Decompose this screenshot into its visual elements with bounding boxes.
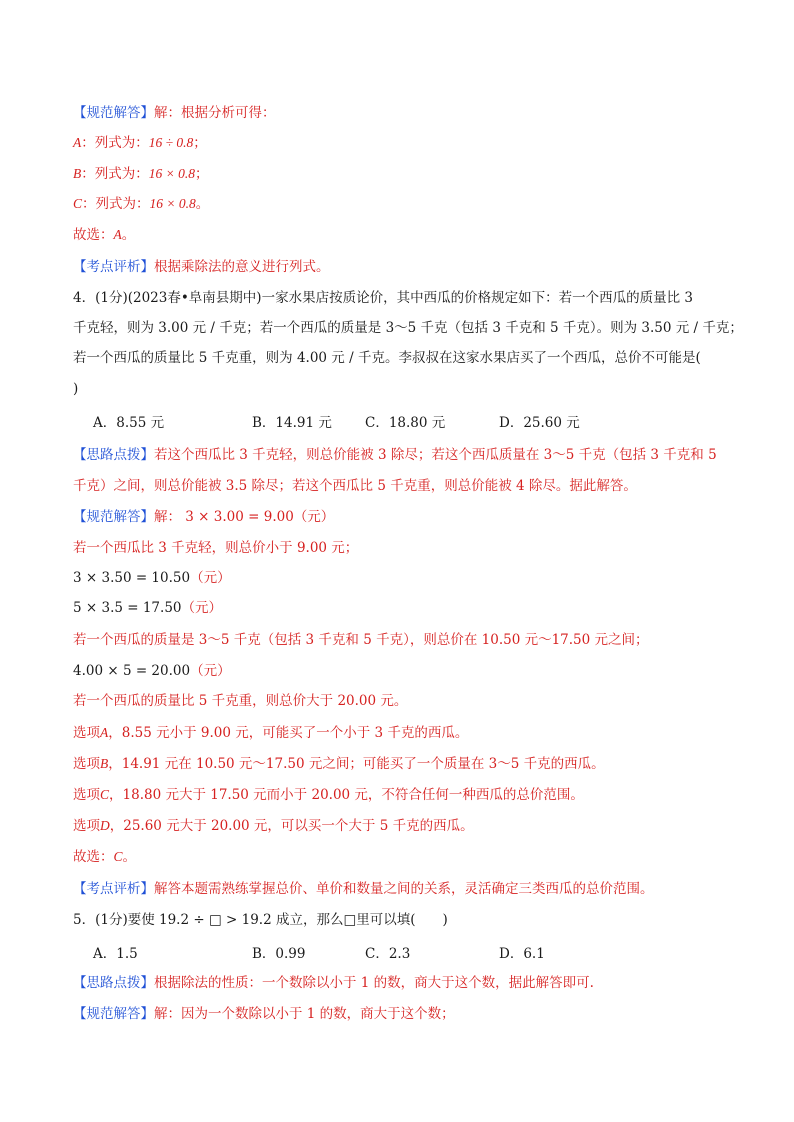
text-line [73, 103, 276, 123]
text-line [73, 1004, 455, 1024]
text-line [73, 973, 594, 993]
text-line [73, 348, 701, 368]
text-run: 【思路点拨】 [73, 975, 154, 991]
text-line [73, 691, 407, 711]
text-line [73, 538, 358, 558]
text-run: 若一个西瓜的质量是 3～5 千克（包括 3 千克和 5 千克），则总价在 10.50 元～17.50 元之间； [73, 632, 649, 648]
text-run: 故选： [73, 227, 114, 243]
text-run: 解答本题需熟练掌握总价、单价和数量之间的关系，灵活确定三类西瓜的总价范围。 [154, 881, 654, 897]
text-run: 选项 [73, 725, 100, 741]
text-run: 根据乘除法的意义进行列式。 [154, 259, 330, 275]
text-run: 【考点评析】 [73, 259, 154, 275]
text-run: 。 [122, 849, 137, 865]
text-line [73, 225, 135, 245]
q5-option-c: C．2.3 [365, 946, 411, 962]
text-run: ，8.55 元小于 9.00 元，可能买了一个小于 3 千克的西瓜。 [108, 725, 469, 741]
text-run: ：列式为： [81, 135, 149, 151]
text-line [73, 257, 330, 277]
text-run: ，25.60 元大于 20.00 元，可以买一个大于 5 千克的西瓜。 [109, 818, 474, 834]
text-run: 5 × 3.5 = 17.50 [73, 600, 182, 616]
text-run: 解： 3 × 3.00 = 9.00（元） [154, 509, 335, 525]
text-line [73, 507, 334, 527]
text-run: ； [195, 166, 209, 182]
text-line [73, 318, 743, 338]
text-run: A [73, 135, 82, 150]
q4-option-c: C．18.80 元 [365, 415, 446, 431]
text-line [73, 476, 637, 496]
text-run: 解：根据分析可得： [154, 105, 276, 121]
text-line [73, 445, 717, 465]
text-run: C [113, 849, 123, 864]
text-run: 16 × 0.8 [148, 166, 195, 181]
text-run: A [100, 725, 109, 740]
text-run: 若一个西瓜的质量比 5 千克重，则总价大于 20.00 元。 [73, 693, 408, 709]
text-run: B [73, 166, 82, 181]
text-run: B [100, 756, 109, 771]
text-run: 故选： [73, 849, 114, 865]
text-line [73, 723, 468, 743]
text-line [73, 816, 474, 836]
q5-option-a: A．1.5 [93, 946, 138, 962]
text-run: 选项 [73, 818, 100, 834]
text-run: （元） [190, 663, 231, 679]
text-run: ，14.91 元在 10.50 元～17.50 元之间；可能买了一个质量在 3～5 千克的西瓜。 [108, 756, 605, 772]
text-line [73, 164, 209, 184]
text-run: ：列式为： [81, 166, 149, 182]
text-run: （元） [190, 570, 231, 586]
text-run: ，18.80 元大于 17.50 元而小于 20.00 元，不符合任何一种西瓜的总价范围。 [109, 787, 584, 803]
q5-option-b: B．0.99 [252, 946, 306, 962]
text-line [73, 910, 448, 930]
text-run: 【规范解答】 [73, 1006, 154, 1022]
text-run: 5．(1分)要使 19.2 ÷ □ > 19.2 成立，那么□里可以填( ) [73, 912, 448, 928]
text-line [73, 630, 649, 650]
text-line [73, 661, 231, 681]
text-run: ) [73, 381, 79, 397]
text-run: 【考点评析】 [73, 881, 154, 897]
text-line [73, 133, 207, 153]
text-run: 选项 [73, 787, 100, 803]
text-line [73, 379, 78, 399]
text-run: 4.00 × 5 = 20.00 [73, 663, 191, 679]
q4-option-d: D．25.60 元 [499, 415, 580, 431]
text-run: 4．(1分)(2023春•阜南县期中)一家水果店按质论价，其中西瓜的价格规定如下：若一个西瓜的质量比 3 [73, 290, 693, 306]
text-line [73, 194, 209, 214]
text-run: 。 [121, 227, 136, 243]
text-run: 若这个西瓜比 3 千克轻，则总价能被 3 除尽；若这个西瓜质量在 3～5 千克（包括 3 千克和 5 [154, 447, 717, 463]
text-line [73, 879, 654, 899]
text-run: 千克）之间，则总价能被 3.5 除尽；若这个西瓜比 5 千克重，则总价能被 4 除尽。据此解答。 [73, 478, 637, 494]
text-line [73, 568, 231, 588]
text-run: ； [193, 135, 207, 151]
text-run: （元） [181, 600, 222, 616]
text-run: 若一个西瓜的质量比 5 千克重，则为 4.00 元 / 千克。李叔叔在这家水果店买了一个西瓜，总价不可能是( [73, 350, 701, 366]
text-run: C [73, 196, 83, 211]
q4-option-a: A．8.55 元 [93, 415, 165, 431]
q4-option-b: B．14.91 元 [252, 415, 332, 431]
text-run: 【思路点拨】 [73, 447, 154, 463]
text-run: ：列式为： [82, 196, 150, 212]
text-run: 【规范解答】 [73, 509, 154, 525]
text-run: 3 × 3.50 = 10.50 [73, 570, 191, 586]
text-run: A [113, 227, 122, 242]
text-line [73, 598, 222, 618]
text-run: 解：因为一个数除以小于 1 的数，商大于这个数； [154, 1006, 455, 1022]
text-run: C [100, 787, 110, 802]
text-line [73, 785, 584, 805]
text-run: D [100, 818, 110, 833]
text-run: 根据除法的性质：一个数除以小于 1 的数，商大于这个数，据此解答即可. [154, 975, 594, 991]
text-line [73, 754, 605, 774]
text-run: 【规范解答】 [73, 105, 154, 121]
text-run: 若一个西瓜比 3 千克轻，则总价小于 9.00 元； [73, 540, 359, 556]
q5-option-d: D．6.1 [499, 946, 545, 962]
text-line [73, 288, 693, 308]
text-run: 16 × 0.8 [149, 196, 196, 211]
text-run: 。 [195, 196, 210, 212]
text-run: 16 ÷ 0.8 [148, 135, 194, 150]
text-run: 千克轻，则为 3.00 元 / 千克；若一个西瓜的质量是 3～5 千克（包括 3 千克和 5 千克）。则为 3.50 元 / 千克； [73, 320, 743, 336]
text-line [73, 847, 136, 867]
text-run: 选项 [73, 756, 100, 772]
